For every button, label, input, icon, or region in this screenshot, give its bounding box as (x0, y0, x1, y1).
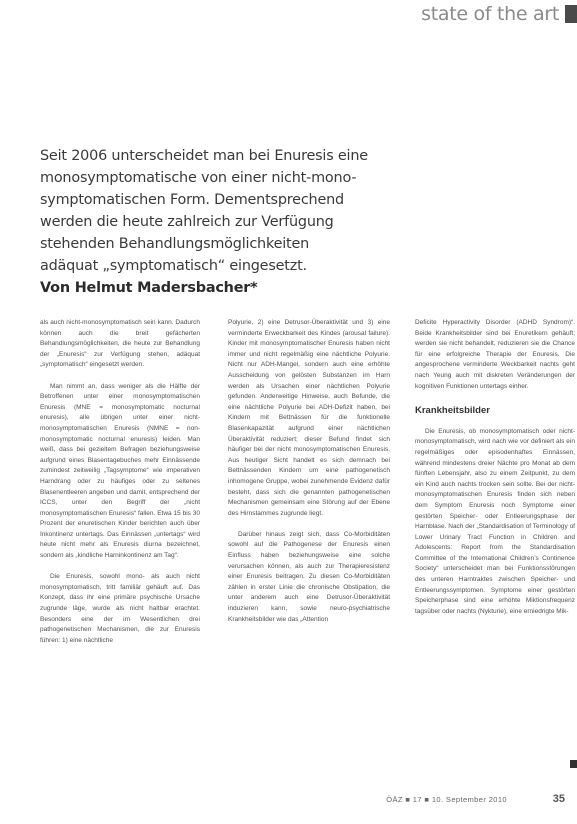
section-title: state of the art (421, 3, 559, 25)
body-paragraph: als auch nicht-monosymptomatisch sein kann. Dadurch können auch die breit gefächerten Behandlungsmöglichkeiten, die heute zur Behandlung der „Enuresis“ zur Verfügung stehen, adäquat „symptomatisch“ eingesetzt werden. (40, 319, 200, 369)
page-number: 35 (552, 793, 565, 805)
lead-line: werden die heute zahlreich zur Verfügung (40, 214, 334, 230)
lead-line: adäquat „symptomatisch“ eingesetzt. (40, 258, 307, 274)
body-paragraph: Die Enuresis, ob monosymptomatisch oder nicht-monosymptomatisch, wird nach wie vor definiert als ein regelmäßiges oder episodenhaftes Einnässen, während mindestens dreier Nächte pro Monat ab dem fünften Lebensjahr, also zu einem Zeitpunkt, zu dem ein Kind auch nachts trocken sein sollte. Bei der nicht-monosymptomatischen Enuresis finden sich neben dem Symptom Enuresis noch Symptome einer gestörten Speicher- oder Entleerungsphase der Harnblase. Nach der „Standardisation of Terminology of Lower Urinary Tract Function in Children and Adolescents: Report from the Standardisation Committee of the International Children’s Continence Society“ unterscheidet man bei Funktionsstörungen des unteren Harntraktes zwischen Speicher- und Entleerungssymptomen. Symptome einer gestörten Speicherphase sind eine erhöhte Miktionsfrequenz tagsüber oder nachts (Nykturie), eine erniedrigte Mik- (415, 427, 575, 615)
issue-info: ÖÄZ ■ 17 ■ 10. September 2010 (386, 795, 507, 804)
column-3 (415, 318, 575, 628)
body-paragraph: Die Enuresis, sowohl mono- als auch nicht monosymptomatisch, tritt familiär gehäuft auf. Das Konzept, dass ihr eine primäre psychische Ursache zugrunde läge, wurde als nicht haltbar erachtet. Besonders eine der im Wesentlichen drei pathogenetischen Mechanismen, die zur Enuresis führen: 1) eine nächtliche (40, 573, 200, 644)
author-byline: Von Helmut Madersbacher* (40, 280, 258, 296)
subheading: Krankheitsbilder (415, 405, 490, 417)
lead-paragraph (40, 145, 380, 299)
lead-line: symptomatischen Form. Dementsprechend (40, 192, 344, 208)
article-body (40, 318, 575, 778)
column-2 (228, 318, 390, 636)
body-paragraph: Deficite Hyperactivity Disorder (ADHD Syndrom)“. Beide Krankheitsbilder sind bei Enuretikern gehäuft; werden sie nicht behandelt, reduzieren sie die Chance für eine erfolgreiche Therapie der Enuresis. Die angesprochene verminderte Weckbarkeit nachts geht nach Yeung auch mit diskreten Veränderungen der kognitiven Funktionen untertags einher. (415, 319, 575, 390)
lead-line: stehenden Behandlungsmöglichkeiten (40, 236, 310, 252)
edge-marker (570, 760, 577, 768)
body-paragraph: Darüber hinaus zeigt sich, dass Co-Morbiditäten sowohl auf die Pathogenese der Enuresis einen Einfluss haben beziehungsweise eine solche verursachen können, als auch zur Therapieresistenz einer Enuresis beitragen. Zu diesen Co-Morbiditäten zählen in erster Linie die chronische Obstipation, die unter anderem auch eine Detrusor-Überaktivität induzieren kann, sowie neuro-psychiatrische Krankheitsbilder wie das „Attention (228, 530, 390, 623)
lead-line: monosymptomatische von einer nicht-mono- (40, 170, 357, 186)
lead-line: Seit 2006 unterscheidet man bei Enuresis eine (40, 148, 368, 164)
body-paragraph: Polyurie, 2) eine Detrusor-Überaktivität und 3) eine verminderte Erweckbarkeit des Kindes (arousal failure). Kinder mit monosymptomatischer Enuresis haben nicht immer und nicht regelmäßig eine nächtliche Polyurie. Nicht nur ADH-Mangel, sondern auch eine erhöhte Ausscheidung von gelösten Substanzen im Harn werden als Ursachen einer nächtlichen Polyurie gefunden. Anderweitige Hinweise, auch Befunde, die eine nächtliche Polyurie bei ADH-Defizit haben, bei Kindern mit Bettnässen für die funktionelle Blasenkapazität aufgrund einer nächtlichen Überaktivität reduziert; dieser Befund findet sich häufiger bei der nicht monosymptomatischen Enuresis. Aus heutiger Sicht handelt es sich demnach bei Bettnässenden Kindern um eine pathogenetisch inhomogene Gruppe, wobei zunehmende Evidenz dafür besteht, dass sich die genannten pathogenetischen Mechanismen gemeinsam eine Störung auf der Ebene des Hirnstammes zugrunde liegt. (228, 319, 390, 517)
body-paragraph: Man nimmt an, dass weniger als die Hälfte der Betroffenen unter einer monosymptomatischen Enuresis (MNE = monosymptomatic nocturnal enuresis), alle übrigen unter einer nicht-monosymptomatischen Enuresis (NMNE = non-monosymptomatic nocturnal enuresis) leiden. Man weiß, dass bei gezieltem Befragen beziehungsweise aufgrund eines Blasentagebuches mehr Einnässende zumindest zeitweilig „Tagsymptome“ wie imperativen Harndrang oder zu häufiges oder zu seltenes Blasenentleeren angeben und damit, entsprechend der ICCS, unter den Begriff der „nicht monosymptomatischen Enuresis“ fallen. Etwa 15 bis 30 Prozent der enuretischen Kinder berichten auch über Inkontinenz untertags. Das Einnässen „untertags“ wird heute nicht mehr als Enuresis diurna bezeichnet, sondern als „kindliche Harninkontinenz am Tag“. (40, 382, 200, 560)
section-marker-block (565, 5, 577, 23)
page-footer (0, 793, 577, 807)
column-1 (40, 318, 200, 657)
section-header (377, 2, 577, 26)
